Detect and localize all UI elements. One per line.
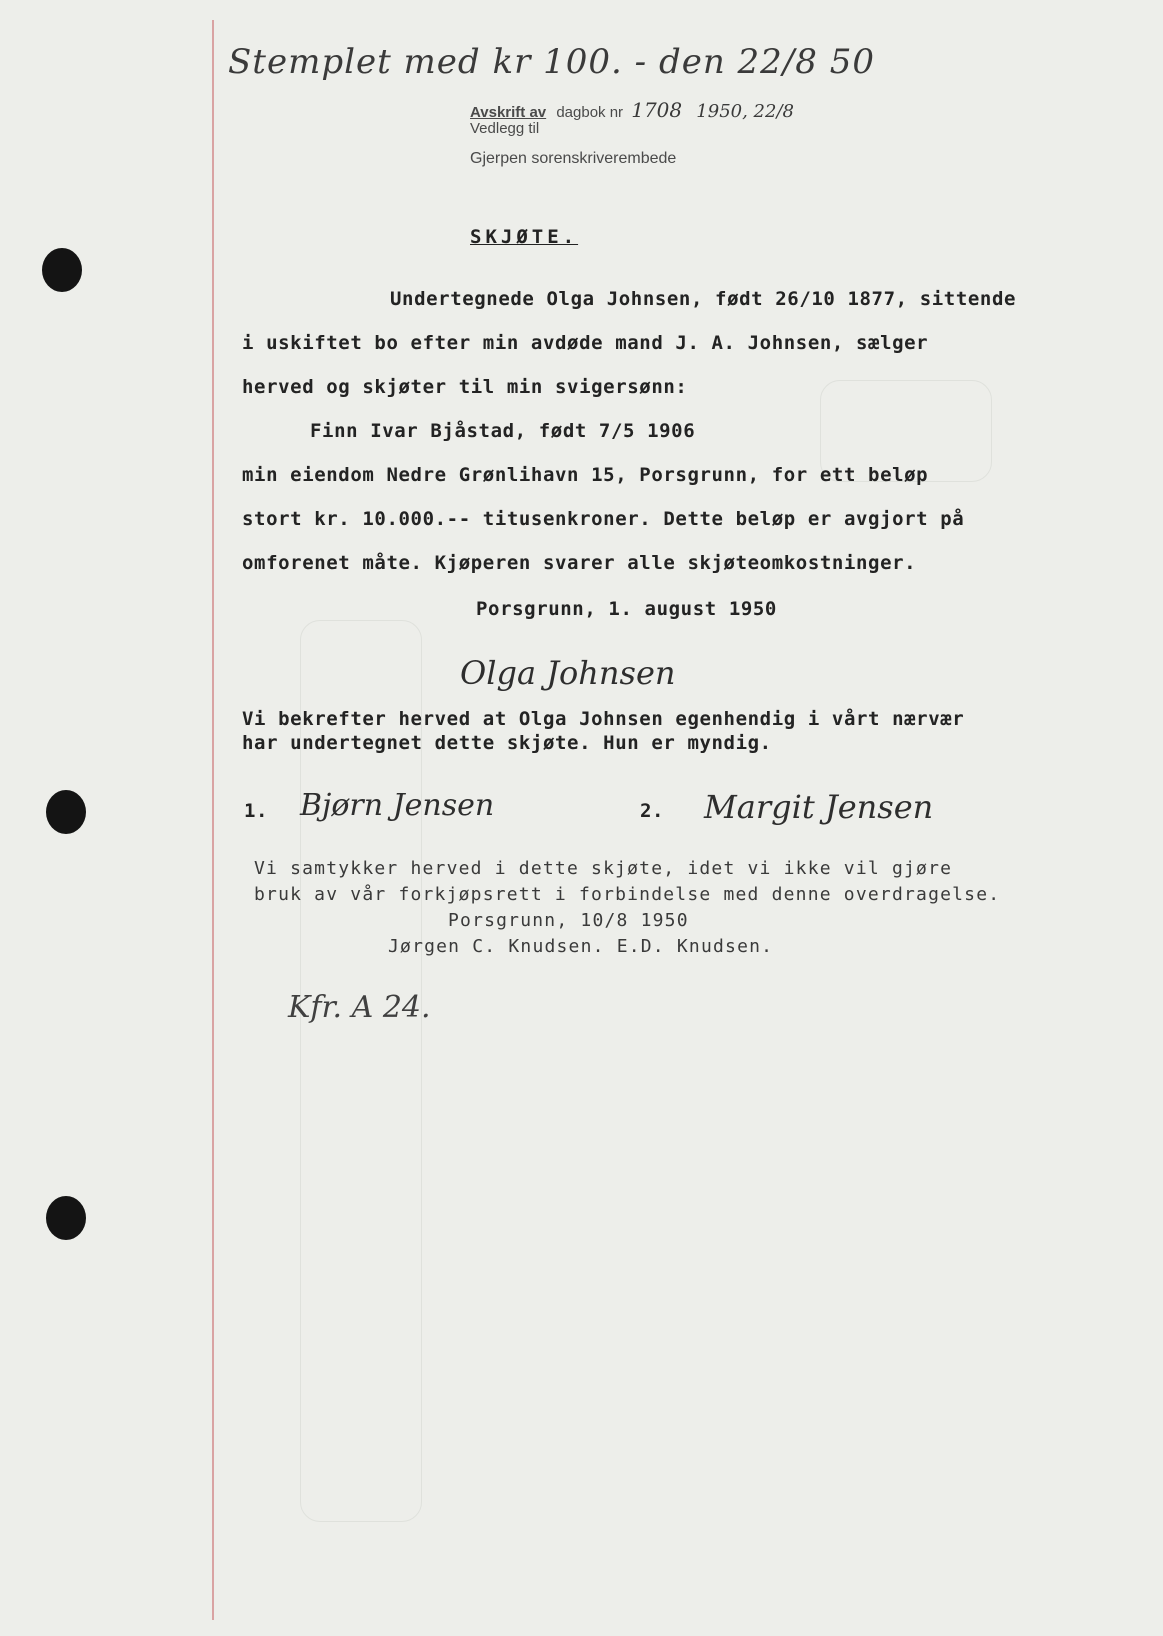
witness-1-number: 1.: [244, 800, 269, 822]
body-line: herved og skjøter til min svigersønn:: [242, 376, 688, 398]
witness-2-number: 2.: [640, 800, 665, 822]
seller-signature: Olga Johnsen: [460, 654, 676, 692]
stamp-line-1: [470, 98, 794, 122]
body-line: stort kr. 10.000.-- titusenkroner. Dette beløp er avgjort på: [242, 508, 965, 530]
consent-line: Vi samtykker herved i dette skjøte, idet vi ikke vil gjøre: [254, 858, 953, 879]
watermark-shape: [300, 620, 422, 1522]
witness-1-signature: Bjørn Jensen: [300, 788, 495, 823]
consent-line: bruk av vår forkjøpsrett i forbindelse med denne overdragelse.: [254, 884, 1001, 905]
confirmation-line: har undertegnet dette skjøte. Hun er myndig.: [242, 732, 772, 754]
body-line: i uskiftet bo efter min avdøde mand J. A. Johnsen, sælger: [242, 332, 929, 354]
punch-hole: [46, 790, 86, 834]
body-line: min eiendom Nedre Grønlihavn 15, Porsgrunn, for ett beløp: [242, 464, 929, 486]
consent-place-date: Porsgrunn, 10/8 1950: [448, 910, 689, 931]
confirmation-line: Vi bekrefter herved at Olga Johnsen egenhendig i vårt nærvær: [242, 708, 965, 730]
stamp-number: 1708: [631, 98, 683, 122]
body-line: omforenet måte. Kjøperen svarer alle skjøteomkostninger.: [242, 552, 917, 574]
stamp-year: 1950, 22/8: [696, 101, 794, 122]
margin-rule: [212, 20, 214, 1620]
stamp-label: Avskrift av: [470, 104, 547, 121]
punch-hole: [46, 1196, 86, 1240]
stamp-line-2: Vedlegg til: [470, 120, 540, 137]
witness-2-signature: Margit Jensen: [704, 788, 934, 826]
margin-reference-note: Kfr. A 24.: [288, 990, 431, 1025]
stamp-line-3: Gjerpen sorenskriverembede: [470, 150, 677, 167]
body-line: Finn Ivar Bjåstad, født 7/5 1906: [310, 420, 696, 442]
document-title: SKJØTE.: [470, 226, 579, 248]
body-line: Undertegnede Olga Johnsen, født 26/10 1877, sittende: [390, 288, 1017, 310]
place-date: Porsgrunn, 1. august 1950: [476, 598, 777, 620]
punch-hole: [42, 248, 82, 292]
handwritten-header-note: Stemplet med kr 100. - den 22/8 50: [228, 42, 875, 82]
stamp-suffix: dagbok nr: [556, 104, 624, 121]
consent-signatories: Jørgen C. Knudsen. E.D. Knudsen.: [388, 936, 774, 957]
